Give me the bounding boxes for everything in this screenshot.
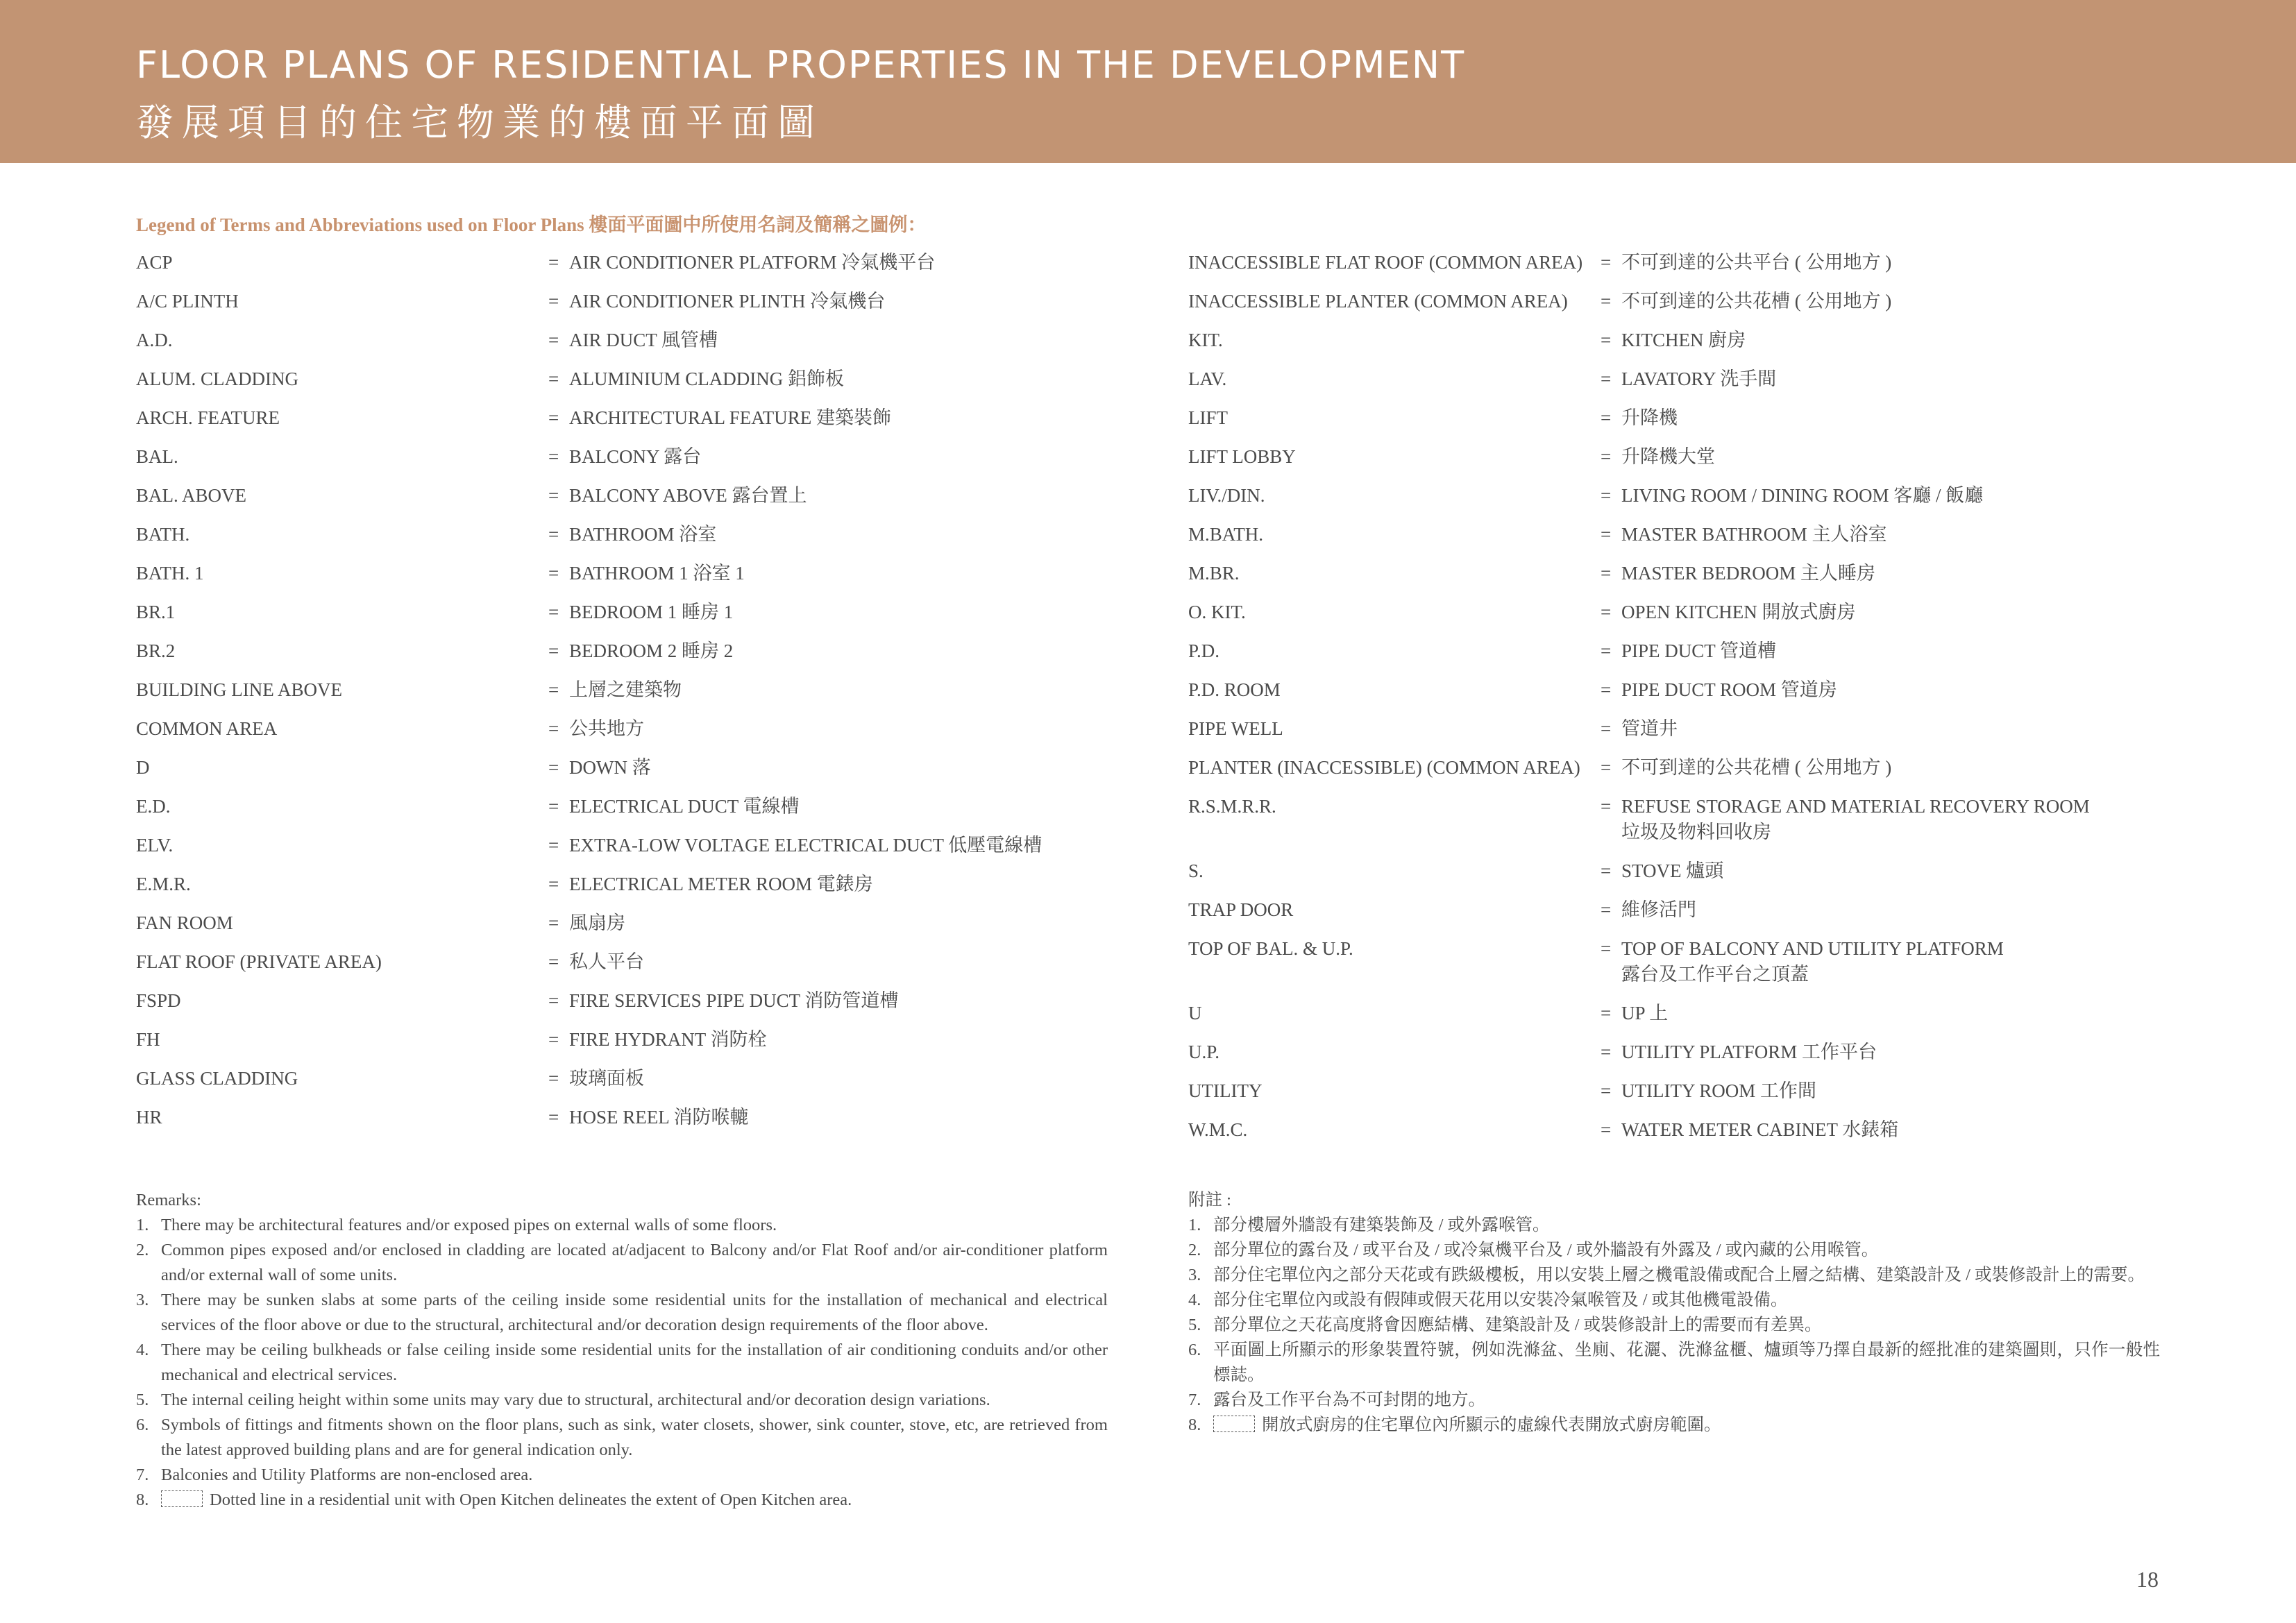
legend-term: E.M.R. [136,874,191,894]
header-banner [0,0,2296,163]
legend-equals: = [1601,899,1612,920]
legend-equals: = [1601,757,1612,778]
legend-definition: UP 上 [1621,1003,1669,1023]
remark-item [136,1413,1108,1463]
legend-definition: DOWN 落 [569,757,651,778]
legend-equals: = [548,990,559,1011]
legend-term: BR.2 [136,640,176,661]
legend-definition: LAVATORY 洗手間 [1621,368,1777,389]
legend-equals: = [548,1107,559,1128]
dotted-line-symbol [1213,1416,1255,1432]
remark-item [1188,1263,2160,1288]
legend-definition: 不可到達的公共花槽 ( 公用地方 ) [1621,291,1892,312]
legend-equals: = [548,407,559,428]
page-title-english: FLOOR PLANS OF RESIDENTIAL PROPERTIES IN THE DEVELOPMENT [136,43,1466,87]
legend-term: ARCH. FEATURE [136,407,280,428]
remark-text: Symbols of fittings and fitments shown on the floor plans, such as sink, water closets, shower, sink counter, stove, etc, are retrieved from the latest approved building plans and are for general indication only. [161,1416,1108,1459]
legend-row [136,988,1042,1014]
legend-equals: = [1601,1003,1612,1023]
legend-definition: BEDROOM 1 睡房 1 [569,602,734,622]
legend-equals: = [1601,485,1612,506]
legend-equals: = [548,796,559,817]
legend-term: ALUM. CLADDING [136,368,298,389]
legend-term: BR.1 [136,602,176,622]
remark-item [136,1463,1108,1488]
legend-row [136,949,1042,975]
legend-term: INACCESSIBLE PLANTER (COMMON AREA) [1188,291,1568,312]
legend-definition: AIR DUCT 風管槽 [569,330,718,350]
legend-definition: EXTRA-LOW VOLTAGE ELECTRICAL DUCT 低壓電線槽 [569,835,1043,856]
legend-row [1188,638,2090,664]
remark-item [136,1388,1108,1413]
remark-number: 6. [1188,1341,1201,1359]
remarks-list [136,1213,1108,1488]
legend-row [1188,366,2090,392]
legend-row [136,1105,1042,1130]
legend-row [136,600,1042,625]
legend-equals: = [1601,252,1612,273]
remark-number: 3. [136,1291,149,1309]
legend-row [1188,716,2090,742]
legend-heading: Legend of Terms and Abbreviations used on Floor Plans 樓面平面圖中所使用名詞及簡稱之圖例： [136,214,927,235]
legend-definition: KITCHEN 廚房 [1621,330,1746,350]
legend-term: A/C PLINTH [136,291,239,312]
remark-text: 部分單位的露台及 / 或平台及 / 或冷氣機平台及 / 或外牆設有外露及 / 或內藏的公用喉管。 [1213,1241,1879,1259]
legend-definition: 不可到達的公共平台 ( 公用地方 ) [1621,252,1892,273]
legend-definition: FIRE HYDRANT 消防栓 [569,1029,767,1050]
legend-definition: TOP OF BALCONY AND UTILITY PLATFORM 露台及工作平台之頂蓋 [1621,938,2004,985]
legend-term: BUILDING LINE ABOVE [136,679,342,700]
legend-row [136,872,1042,897]
legend-row [1188,405,2090,431]
legend-definition: 上層之建築物 [569,679,682,700]
page-number: 18 [2136,1567,2159,1592]
remark-number: 2. [1188,1241,1201,1259]
legend-term: BAL. [136,446,178,467]
remarks-list [1188,1213,2160,1413]
legend-row [136,522,1042,547]
remark-item [1188,1213,2160,1238]
legend-equals: = [1601,640,1612,661]
legend-equals: = [1601,1119,1612,1140]
legend-term: D [136,757,150,778]
legend-definition: 公共地方 [569,718,644,739]
legend-row [1188,444,2090,470]
legend-equals: = [548,912,559,933]
legend-equals: = [548,757,559,778]
legend-row [136,405,1042,431]
legend-term: TRAP DOOR [1188,899,1294,920]
legend-definition: 不可到達的公共花槽 ( 公用地方 ) [1621,757,1892,778]
legend-row [1188,289,2090,314]
legend-definition: 私人平台 [569,951,644,972]
remark-number: 4. [136,1341,149,1359]
legend-row [136,677,1042,703]
remark-item [1188,1313,2160,1338]
legend-term: LIV./DIN. [1188,485,1265,506]
remark-number: 5. [136,1391,149,1409]
legend-definition: OPEN KITCHEN 開放式廚房 [1621,602,1856,622]
legend-definition: 管道井 [1621,718,1678,739]
legend-equals: = [1601,563,1612,584]
legend-definition: MASTER BEDROOM 主人睡房 [1621,563,1876,584]
page-title-chinese: 發展項目的住宅物業的樓面平面圖 [136,101,823,144]
legend-equals: = [548,679,559,700]
remark-item [1188,1413,2160,1438]
legend-term: FAN ROOM [136,912,233,933]
remark-number: 6. [136,1416,149,1434]
remark-number: 1. [1188,1216,1201,1234]
legend-row [1188,794,2090,845]
legend-term: PLANTER (INACCESSIBLE) (COMMON AREA) [1188,757,1580,778]
legend-equals: = [548,602,559,622]
remark-item [1188,1288,2160,1313]
legend-column-right [1188,250,2090,1156]
legend-term: GLASS CLADDING [136,1068,298,1089]
remarks-title: 附註 : [1188,1191,1231,1209]
remark-item [136,1213,1108,1238]
legend-equals: = [1601,524,1612,545]
remark-number: 2. [136,1241,149,1259]
legend-definition: AIR CONDITIONER PLATFORM 冷氣機平台 [569,252,936,273]
legend-term: KIT. [1188,330,1223,350]
legend-term: FH [136,1029,160,1050]
legend-row [136,366,1042,392]
remark-item [136,1488,1108,1513]
legend-row [136,716,1042,742]
legend-term: PIPE WELL [1188,718,1283,739]
remark-text: 露台及工作平台為不可封閉的地方。 [1213,1391,1485,1409]
remarks-english [136,1188,1108,1513]
legend-row [1188,250,2090,275]
legend-term: R.S.M.R.R. [1188,796,1276,817]
remark-item [1188,1338,2160,1388]
legend-definition: 升降機 [1621,407,1678,428]
legend-definition: BALCONY ABOVE 露台置上 [569,485,807,506]
remark-number: 1. [136,1216,149,1234]
legend-equals: = [1601,330,1612,350]
legend-definition: 維修活門 [1621,899,1696,920]
remark-number: 3. [1188,1266,1201,1284]
legend-equals: = [1601,718,1612,739]
legend-row [1188,677,2090,703]
remark-text: There may be ceiling bulkheads or false ceiling inside some residential units for the installation of air conditioning conduits and/or other mechanical and electrical services. [161,1341,1108,1384]
legend-equals: = [1601,368,1612,389]
remark-text: Balconies and Utility Platforms are non-enclosed area. [161,1465,533,1484]
legend-equals: = [1601,1080,1612,1101]
legend-definition: HOSE REEL 消防喉轆 [569,1107,749,1128]
legend-row [1188,936,2090,987]
legend-definition: WATER METER CABINET 水錶箱 [1621,1119,1899,1140]
legend-equals: = [548,368,559,389]
legend-equals: = [548,874,559,894]
legend-row [136,483,1042,509]
legend-term: U.P. [1188,1042,1220,1062]
legend-term: INACCESSIBLE FLAT ROOF (COMMON AREA) [1188,252,1583,273]
legend-row [136,250,1042,275]
legend-term: O. KIT. [1188,602,1246,622]
legend-row [136,561,1042,586]
legend-row [136,289,1042,314]
legend-row [1188,1078,2090,1104]
remark-number: 8. [136,1490,149,1509]
legend-term: M.BATH. [1188,524,1264,545]
legend-term: ELV. [136,835,174,856]
remark-text: 平面圖上所顯示的形象裝置符號，例如洗滌盆、坐廁、花灑、洗滌盆櫃、爐頭等乃擇自最新的經批准的建築圖則，只作一般性標誌。 [1213,1341,2160,1384]
remark-text: 部分樓層外牆設有建築裝飾及 / 或外露喉管。 [1213,1216,1550,1234]
legend-equals: = [1601,1042,1612,1062]
legend-equals: = [548,252,559,273]
legend-definition: BATHROOM 浴室 [569,524,717,545]
legend-definition: 升降機大堂 [1621,446,1715,467]
legend-term: P.D. [1188,640,1220,661]
legend-equals: = [548,291,559,312]
legend-equals: = [548,718,559,739]
legend-row [1188,1001,2090,1026]
remark-number: 5. [1188,1316,1201,1334]
legend-row [136,794,1042,819]
legend-row [1188,483,2090,509]
legend-equals: = [1601,291,1612,312]
legend-term: BATH. 1 [136,563,204,584]
legend-term: UTILITY [1188,1080,1263,1101]
legend-term: BAL. ABOVE [136,485,247,506]
legend-equals: = [1601,446,1612,467]
remark-item [1188,1238,2160,1263]
legend-equals: = [548,485,559,506]
remarks-chinese [1188,1188,2160,1438]
legend-definition: BATHROOM 1 浴室 1 [569,563,745,584]
legend-definition: MASTER BATHROOM 主人浴室 [1621,524,1887,545]
legend-equals: = [548,1029,559,1050]
legend-equals: = [548,951,559,972]
remark-item [1188,1388,2160,1413]
legend-term: M.BR. [1188,563,1240,584]
legend-row [1188,755,2090,781]
legend-term: LIFT [1188,407,1228,428]
legend-definition: ELECTRICAL DUCT 電線槽 [569,796,800,817]
legend-row [1188,897,2090,923]
legend-column-left [136,250,1042,1144]
legend-term: BATH. [136,524,190,545]
legend-term: TOP OF BAL. & U.P. [1188,938,1353,959]
legend-term: ACP [136,252,173,273]
legend-equals: = [548,1068,559,1089]
legend-equals: = [1601,796,1612,817]
remark-text: There may be sunken slabs at some parts of the ceiling inside some residential units for the installation of mechanical and electrical services of the floor above or due to the structural, architectural and/or decoration design requirements of the floor above. [161,1291,1108,1334]
legend-equals: = [1601,602,1612,622]
legend-equals: = [548,330,559,350]
remark-text: 部分住宅單位內或設有假陣或假天花用以安裝冷氣喉管及 / 或其他機電設備。 [1213,1291,1788,1309]
legend-row [1188,1039,2090,1065]
remark-text: 開放式廚房的住宅單位內所顯示的虛線代表開放式廚房範圍。 [1262,1416,1721,1434]
legend-row [136,910,1042,936]
remark-text: There may be architectural features and/or exposed pipes on external walls of some floors. [161,1216,777,1234]
remark-item [136,1238,1108,1288]
legend-term: FLAT ROOF (PRIVATE AREA) [136,951,382,972]
legend-row [136,1066,1042,1091]
legend-term: HR [136,1107,162,1128]
legend-equals: = [548,524,559,545]
legend-row [136,638,1042,664]
legend-definition: PIPE DUCT 管道槽 [1621,640,1777,661]
legend-term: LAV. [1188,368,1227,389]
legend-definition: LIVING ROOM / DINING ROOM 客廳 / 飯廳 [1621,485,1984,506]
legend-term: E.D. [136,796,171,817]
legend-equals: = [548,563,559,584]
legend-equals: = [1601,860,1612,881]
legend-definition: BEDROOM 2 睡房 2 [569,640,734,661]
legend-definition: FIRE SERVICES PIPE DUCT 消防管道槽 [569,990,899,1011]
legend-term: COMMON AREA [136,718,278,739]
legend-row [136,755,1042,781]
legend-term: W.M.C. [1188,1119,1248,1140]
legend-equals: = [548,446,559,467]
remark-number: 8. [1188,1416,1201,1434]
remark-text: The internal ceiling height within some units may vary due to structural, architectural and/or decoration design variations. [161,1391,990,1409]
legend-definition: PIPE DUCT ROOM 管道房 [1621,679,1837,700]
legend-definition: ELECTRICAL METER ROOM 電錶房 [569,874,873,894]
legend-row [136,833,1042,858]
legend-definition: 玻璃面板 [569,1068,644,1089]
legend-definition: BALCONY 露台 [569,446,702,467]
legend-row [1188,522,2090,547]
legend-definition: ARCHITECTURAL FEATURE 建築裝飾 [569,407,891,428]
legend-term: S. [1188,860,1204,881]
legend-equals: = [548,640,559,661]
legend-definition: ALUMINIUM CLADDING 鋁飾板 [569,368,844,389]
remark-item [136,1338,1108,1388]
legend-equals: = [1601,679,1612,700]
legend-equals: = [1601,407,1612,428]
remark-text: Common pipes exposed and/or enclosed in cladding are located at/adjacent to Balcony and/or Flat Roof and/or air-conditioner platform and/or external wall of some units. [161,1241,1108,1284]
legend-definition: 風扇房 [569,912,625,933]
legend-equals: = [1601,938,1612,959]
legend-definition: UTILITY PLATFORM 工作平台 [1621,1042,1877,1062]
legend-row [136,1027,1042,1053]
legend-row [1188,561,2090,586]
remark-item [136,1288,1108,1338]
remark-text: 部分單位之天花高度將會因應結構、建築設計及 / 或裝修設計上的需要而有差異。 [1213,1316,1822,1334]
remark-number: 7. [136,1465,149,1484]
legend-term: U [1188,1003,1202,1023]
remark-text: Dotted line in a residential unit with Open Kitchen delineates the extent of Open Kitchen area. [210,1490,852,1509]
legend-term: A.D. [136,330,173,350]
remarks-title: Remarks: [136,1191,201,1209]
legend-row [1188,1117,2090,1143]
legend-row [1188,858,2090,884]
legend-row [1188,328,2090,353]
remark-number: 7. [1188,1391,1201,1409]
legend-definition: UTILITY ROOM 工作間 [1621,1080,1816,1101]
legend-row [136,328,1042,353]
legend-term: FSPD [136,990,181,1011]
remark-text: 部分住宅單位內之部分天花或有跌級樓板，用以安裝上層之機電設備或配合上層之結構、建築設計及 / 或裝修設計上的需要。 [1213,1266,2145,1284]
legend-row [1188,600,2090,625]
legend-definition: REFUSE STORAGE AND MATERIAL RECOVERY ROOM 垃圾及物料回收房 [1621,796,2090,842]
legend-term: LIFT LOBBY [1188,446,1296,467]
legend-definition: STOVE 爐頭 [1621,860,1724,881]
dotted-line-symbol [161,1490,203,1507]
legend-equals: = [548,835,559,856]
remark-number: 4. [1188,1291,1201,1309]
legend-row [136,444,1042,470]
legend-definition: AIR CONDITIONER PLINTH 冷氣機台 [569,291,886,312]
legend-term: P.D. ROOM [1188,679,1281,700]
